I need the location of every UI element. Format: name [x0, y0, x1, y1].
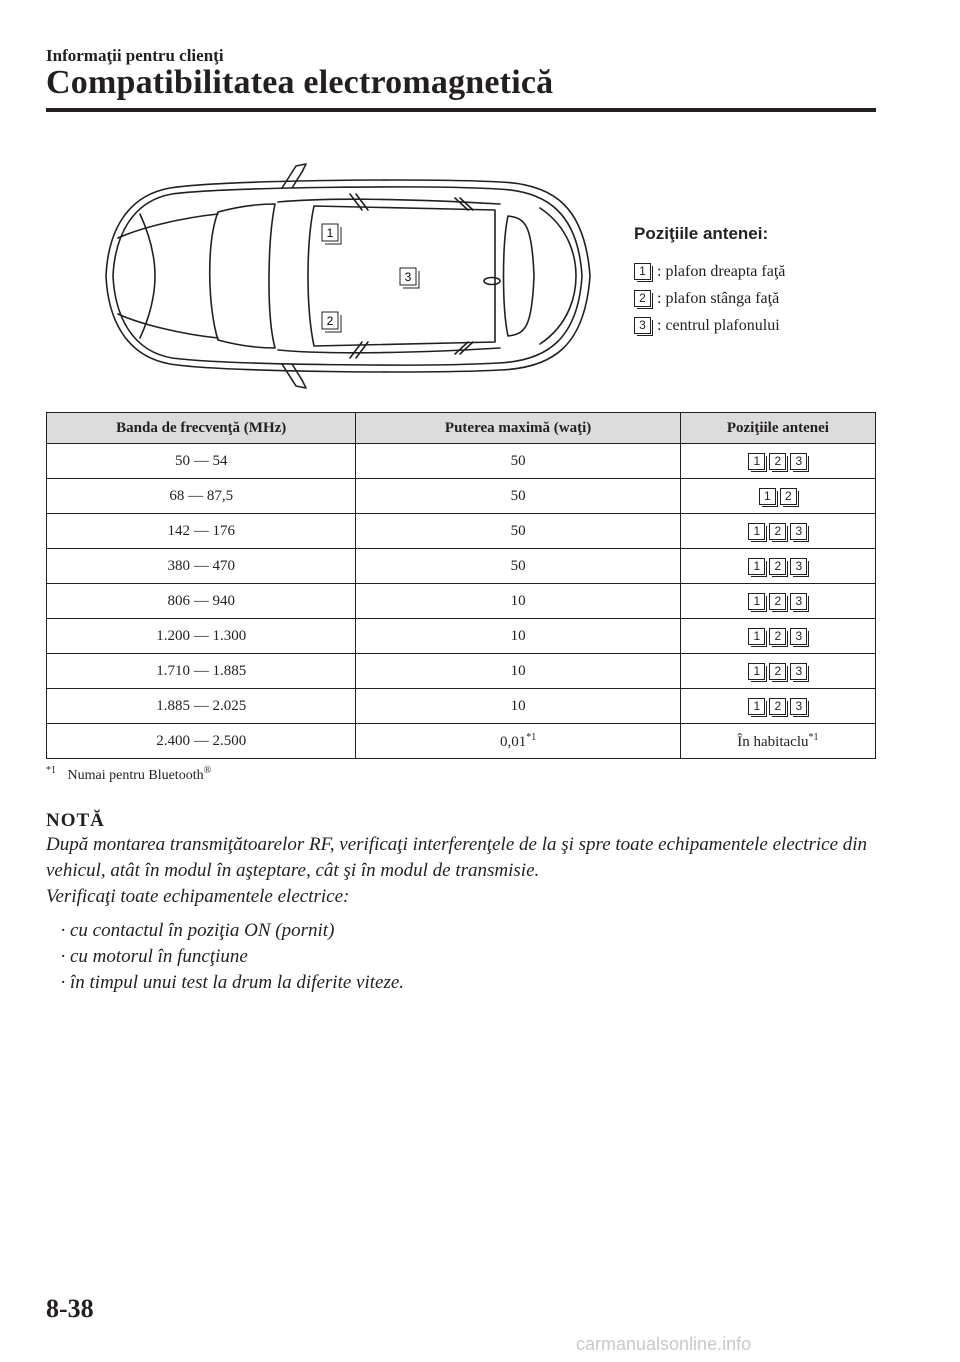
legend-item-text: : plafon stânga faţă [657, 289, 780, 307]
marker-1-icon [322, 224, 341, 244]
position-1-icon: 1 [748, 523, 765, 540]
position-3-icon: 3 [790, 523, 807, 540]
positions-cell [680, 584, 875, 619]
note-paragraph: După montarea transmiţătoarelor RF, verificaţi interferenţele de la şi spre toate echipamentele electrice din vehicul, atât în modul în aşteptare, cât şi în modul de transmisie. [46, 834, 868, 881]
position-2-icon: 2 [769, 453, 786, 470]
note-title: NOTĂ [46, 810, 105, 831]
footnote [46, 765, 211, 784]
legend-item-text: : plafon dreapta faţă [657, 262, 786, 280]
position-3-icon: 3 [790, 698, 807, 715]
position-1-icon: 1 [759, 488, 776, 505]
power-cell: 10 [356, 584, 680, 619]
position-2-icon: 2 [769, 523, 786, 540]
positions-cell [680, 654, 875, 689]
antenna-legend [634, 224, 874, 339]
note-paragraph: Verificaţi toate echipamentele electrice: [46, 886, 350, 907]
positions-cell [680, 549, 875, 584]
position-3-icon: 3 [790, 453, 807, 470]
position-1-icon: 1 [748, 593, 765, 610]
position-2-icon: 2 [769, 663, 786, 680]
frequency-table [46, 412, 876, 759]
car-top-view-diagram [100, 158, 600, 394]
svg-text:3: 3 [404, 270, 412, 284]
position-3-icon: 3 [790, 663, 807, 680]
power-cell: 50 [356, 479, 680, 514]
legend-item [634, 258, 874, 285]
positions-cell [680, 619, 875, 654]
windshield [210, 204, 275, 348]
position-1-icon: 1 [748, 558, 765, 575]
table-row [47, 514, 876, 549]
marker-2-icon [322, 312, 341, 332]
footnote-text: Numai pentru Bluetooth [67, 767, 204, 783]
position-2-icon: 2 [634, 290, 651, 307]
position-2-icon: 2 [769, 628, 786, 645]
band-cell: 1.885 — 2.025 [47, 689, 356, 724]
power-cell: 50 [356, 444, 680, 479]
position-3-icon: 3 [790, 558, 807, 575]
list-item: · cu motorul în funcţiune [60, 946, 248, 967]
mirror-left [282, 364, 306, 388]
position-3-icon: 3 [634, 317, 651, 334]
note-bullet-list [46, 918, 876, 996]
page-title: Compatibilitatea electromagnetică [46, 64, 554, 101]
position-1-icon: 1 [748, 453, 765, 470]
legend-item-text: : centrul plafonului [657, 316, 780, 334]
registered-mark: ® [203, 765, 212, 776]
power-cell: 0,01$^{*1}$ [356, 724, 680, 759]
positions-cell [680, 689, 875, 724]
title-rule [46, 108, 876, 112]
table-row [47, 689, 876, 724]
positions-cell [680, 479, 875, 514]
position-1-icon: 1 [748, 663, 765, 680]
legend-item [634, 312, 874, 339]
position-2-icon: 2 [769, 593, 786, 610]
section-header: Informaţii pentru clienţi [46, 46, 224, 65]
positions-cell [680, 444, 875, 479]
table-row [47, 444, 876, 479]
power-cell: 50 [356, 549, 680, 584]
marker-3-icon [400, 268, 419, 288]
mirror-right [282, 164, 306, 188]
table-row [47, 724, 876, 759]
watermark: carmanualsonline.info [576, 1334, 752, 1354]
svg-text:2: 2 [326, 314, 334, 328]
band-cell: 806 — 940 [47, 584, 356, 619]
position-2-icon: 2 [780, 488, 797, 505]
rear-window [504, 216, 535, 336]
band-cell: 68 — 87,5 [47, 479, 356, 514]
positions-cell [680, 514, 875, 549]
page-number: 8-38 [46, 1294, 94, 1323]
band-cell: 380 — 470 [47, 549, 356, 584]
band-cell: 1.710 — 1.885 [47, 654, 356, 689]
position-2-icon: 2 [769, 558, 786, 575]
band-cell: 50 — 54 [47, 444, 356, 479]
band-cell: 1.200 — 1.300 [47, 619, 356, 654]
position-2-icon: 2 [769, 698, 786, 715]
table-row [47, 654, 876, 689]
header-positions: Poziţiile antenei [680, 413, 875, 444]
header-power: Puterea maximă (waţi) [356, 413, 680, 444]
table-row [47, 549, 876, 584]
footnote-mark: *1 [46, 765, 56, 776]
list-item: · în timpul unui test la drum la diferite viteze. [60, 972, 405, 993]
header-band: Banda de frecvenţă (MHz) [47, 413, 356, 444]
position-3-icon: 3 [790, 628, 807, 645]
note-body [46, 832, 876, 996]
legend-title: Poziţiile antenei: [634, 224, 769, 243]
band-cell: 2.400 — 2.500 [47, 724, 356, 759]
car-body-inner [113, 187, 582, 365]
position-1-icon: 1 [748, 698, 765, 715]
power-cell: 10 [356, 619, 680, 654]
table-header-row [47, 413, 876, 444]
table-row [47, 584, 876, 619]
power-cell: 10 [356, 689, 680, 724]
position-1-icon: 1 [634, 263, 651, 280]
car-body-outline [106, 180, 590, 372]
position-1-icon: 1 [748, 628, 765, 645]
table-row [47, 619, 876, 654]
power-cell: 10 [356, 654, 680, 689]
svg-text:1: 1 [326, 226, 334, 240]
band-cell: 142 — 176 [47, 514, 356, 549]
position-3-icon: 3 [790, 593, 807, 610]
list-item: · cu contactul în poziţia ON (pornit) [60, 920, 335, 941]
table-row [47, 479, 876, 514]
power-cell: 50 [356, 514, 680, 549]
legend-item [634, 285, 874, 312]
positions-cell: În habitaclu$^{*1}$ [680, 724, 875, 759]
